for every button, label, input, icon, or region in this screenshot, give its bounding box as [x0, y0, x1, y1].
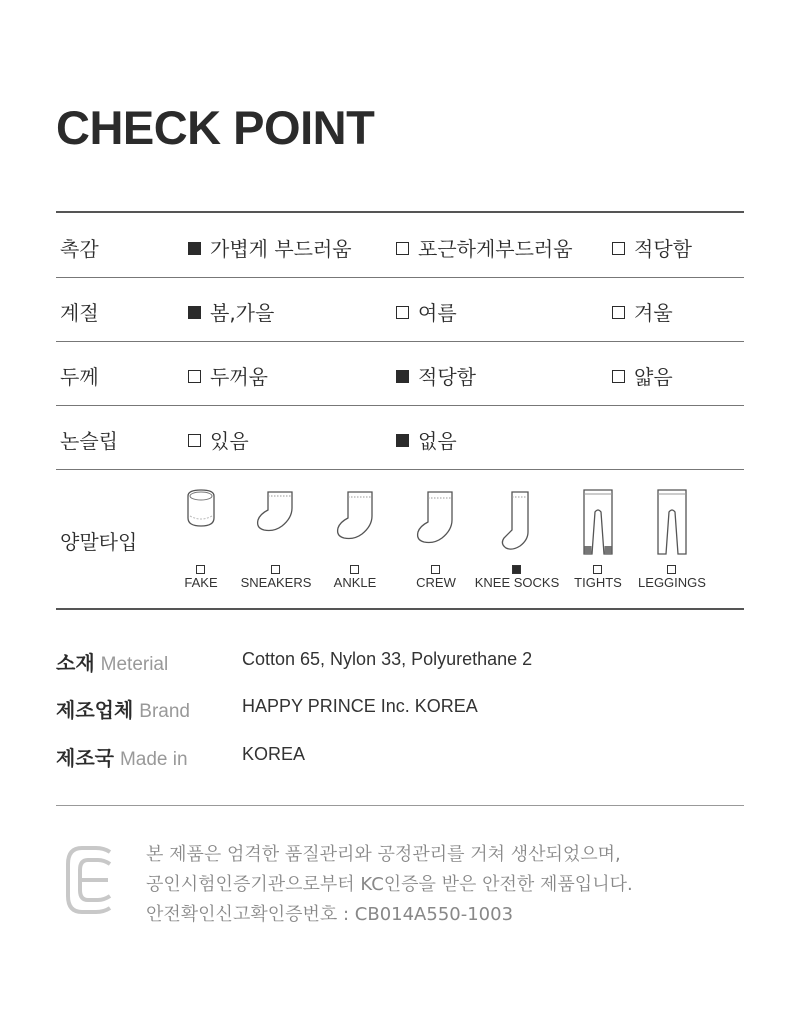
kc-cert-number: 안전확인신고확인증번호 : CB014A550-1003: [146, 904, 514, 925]
tights-icon: [582, 488, 614, 558]
sock-type-crew: CREW: [416, 575, 456, 590]
option: [188, 233, 352, 262]
crew-sock-icon: [414, 488, 456, 548]
checkbox-icon: [593, 565, 602, 574]
sock-type-fake: FAKE: [184, 575, 218, 590]
option: [612, 233, 692, 262]
option-label: 적당함: [634, 237, 692, 261]
option-label: 여름: [418, 301, 457, 325]
page-title: CHECK POINT: [56, 101, 375, 154]
spec-key-ko: 제조업체: [56, 698, 134, 722]
option-label: 있음: [210, 429, 249, 453]
spec-origin-value: KOREA: [242, 744, 306, 764]
option: [612, 361, 673, 390]
row-label: 촉감: [60, 237, 99, 261]
ankle-sock-icon: [334, 488, 376, 544]
checkbox-icon: [188, 370, 201, 383]
option-label: 봄,가을: [210, 301, 275, 325]
kc-divider: [56, 805, 744, 806]
row-divider: [56, 469, 744, 470]
checkbox-icon: [188, 242, 201, 255]
row-label: 논슬립: [60, 429, 118, 453]
row-label: 계절: [60, 301, 99, 325]
option-label: 적당함: [418, 365, 476, 389]
checkbox-icon: [612, 306, 625, 319]
option: [612, 297, 673, 326]
option: [188, 297, 274, 326]
row-label: 두께: [60, 365, 99, 389]
option-label: 겨울: [634, 301, 673, 325]
option-label: 두꺼움: [210, 365, 268, 389]
checkbox-icon: [396, 370, 409, 383]
row-thickness: [56, 341, 744, 405]
option: [188, 361, 268, 390]
row-nonslip: [56, 405, 744, 469]
kc-notice-line1: 본 제품은 엄격한 품질관리와 공정관리를 거쳐 생산되었으며,: [146, 844, 621, 865]
sock-type-ankle: ANKLE: [333, 575, 377, 590]
sneakers-sock-icon: [254, 488, 296, 534]
table-bottom-rule: [56, 608, 744, 610]
kc-logo-icon: [64, 846, 114, 914]
checkbox-icon: [612, 370, 625, 383]
leggings-icon: [656, 488, 688, 558]
fake-sock-icon: [184, 488, 218, 534]
sock-type-label: 양말타입: [60, 530, 138, 554]
option: [396, 425, 457, 454]
checkbox-icon: [512, 565, 521, 574]
spec-key-en: Made in: [119, 749, 188, 770]
spec-brand-value: HAPPY PRINCE Inc. KOREA: [242, 696, 478, 716]
option: [396, 361, 476, 390]
checkbox-icon: [188, 434, 201, 447]
checkbox-icon: [431, 565, 440, 574]
knee-sock-icon: [500, 488, 534, 554]
row-season: [56, 277, 744, 341]
option-label: 가볍게 부드러움: [210, 237, 352, 261]
option: [396, 233, 573, 262]
kc-notice-line2: 공인시험인증기관으로부터 KC인증을 받은 안전한 제품입니다.: [146, 874, 633, 895]
spec-origin-label: [56, 742, 188, 771]
sock-type-tights: TIGHTS: [574, 575, 622, 590]
checkbox-icon: [667, 565, 676, 574]
checkbox-icon: [271, 565, 280, 574]
checkbox-icon: [396, 306, 409, 319]
sock-type-sneakers: SNEAKERS: [240, 575, 312, 590]
spec-key-en: Meterial: [100, 654, 169, 675]
checkbox-icon: [396, 242, 409, 255]
checkbox-icon: [612, 242, 625, 255]
checkbox-icon: [188, 306, 201, 319]
checkbox-icon: [196, 565, 205, 574]
checkbox-icon: [396, 434, 409, 447]
spec-key-en: Brand: [139, 701, 190, 722]
option-label: 포근하게부드러움: [418, 237, 573, 261]
sock-type-leggings: LEGGINGS: [638, 575, 706, 590]
spec-material-value: Cotton 65, Nylon 33, Polyurethane 2: [242, 649, 533, 669]
spec-key-ko: 소재: [56, 651, 95, 675]
spec-material-label: [56, 647, 168, 676]
sock-type-knee: KNEE SOCKS: [474, 575, 560, 590]
option-label: 없음: [418, 429, 457, 453]
option: [188, 425, 249, 454]
option-label: 얇음: [634, 365, 673, 389]
row-texture: [56, 213, 744, 277]
spec-key-ko: 제조국: [56, 746, 114, 770]
checkbox-icon: [350, 565, 359, 574]
spec-brand-label: [56, 694, 190, 723]
option: [396, 297, 457, 326]
